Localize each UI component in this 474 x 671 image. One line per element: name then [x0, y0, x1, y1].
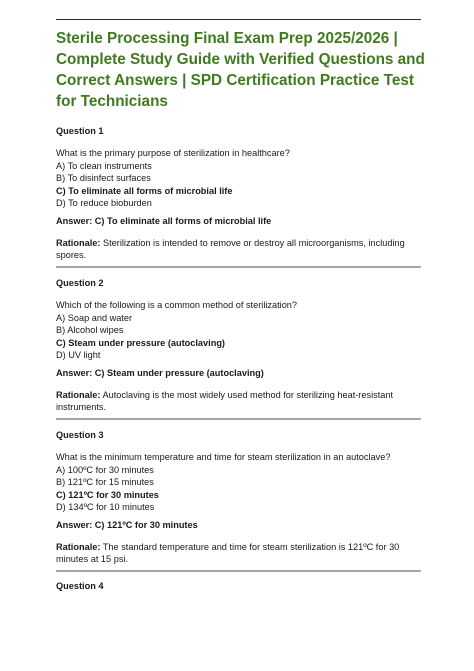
question-text: Which of the following is a common method of sterilization? [56, 300, 298, 311]
option-a: A) 100ºC for 30 minutes [56, 464, 154, 475]
question-heading: Question 3 [56, 430, 104, 440]
rationale-text: Sterilization is intended to remove or destroy all microorganisms, including spores. [56, 238, 405, 261]
option-b: B) To disinfect surfaces [56, 173, 151, 184]
option-list [56, 160, 421, 210]
document-title: Sterile Processing Final Exam Prep 2025/2026 | Complete Study Guide with Verified Questions and Correct Answers | SPD Certification Practice Test for Technicians [56, 30, 425, 110]
divider [56, 266, 421, 268]
option-a: A) To clean instruments [56, 160, 152, 171]
rationale-label: Rationale: [56, 390, 101, 401]
answer-line: Answer: C) Steam under pressure (autoclaving) [56, 368, 264, 379]
rationale [56, 389, 421, 414]
rationale-label: Rationale: [56, 542, 101, 553]
question-heading: Question 4 [56, 581, 104, 591]
option-c: C) Steam under pressure (autoclaving) [56, 337, 225, 348]
question-heading: Question 1 [56, 126, 104, 136]
divider [56, 418, 421, 420]
rationale-text: The standard temperature and time for steam sterilization is 121ºC for 30 minutes at 15 psi. [56, 542, 400, 565]
divider [56, 570, 421, 572]
question-3 [56, 429, 421, 566]
question-text: What is the primary purpose of sterilization in healthcare? [56, 148, 290, 159]
question-heading: Question 2 [56, 278, 104, 288]
option-list [56, 464, 421, 514]
rationale [56, 541, 421, 566]
option-c: C) 121ºC for 30 minutes [56, 489, 159, 500]
option-list [56, 312, 421, 362]
rationale [56, 237, 421, 262]
option-b: B) Alcohol wipes [56, 325, 124, 336]
option-a: A) Soap and water [56, 312, 133, 323]
question-text: What is the minimum temperature and time for steam sterilization in an autoclave? [56, 452, 391, 463]
rationale-text: Autoclaving is the most widely used method for sterilizing heat-resistant instruments. [56, 390, 394, 413]
answer-line: Answer: C) To eliminate all forms of microbial life [56, 216, 272, 227]
option-d: D) To reduce bioburden [56, 198, 152, 209]
top-rule [56, 19, 421, 20]
option-d: D) UV light [56, 350, 101, 361]
option-b: B) 121ºC for 15 minutes [56, 477, 154, 488]
option-c: C) To eliminate all forms of microbial life [56, 185, 233, 196]
answer-line: Answer: C) 121ºC for 30 minutes [56, 520, 198, 531]
question-1 [56, 125, 421, 262]
question-2 [56, 277, 421, 414]
option-d: D) 134ºC for 10 minutes [56, 502, 155, 513]
rationale-label: Rationale: [56, 238, 101, 249]
question-4 [56, 580, 421, 602]
